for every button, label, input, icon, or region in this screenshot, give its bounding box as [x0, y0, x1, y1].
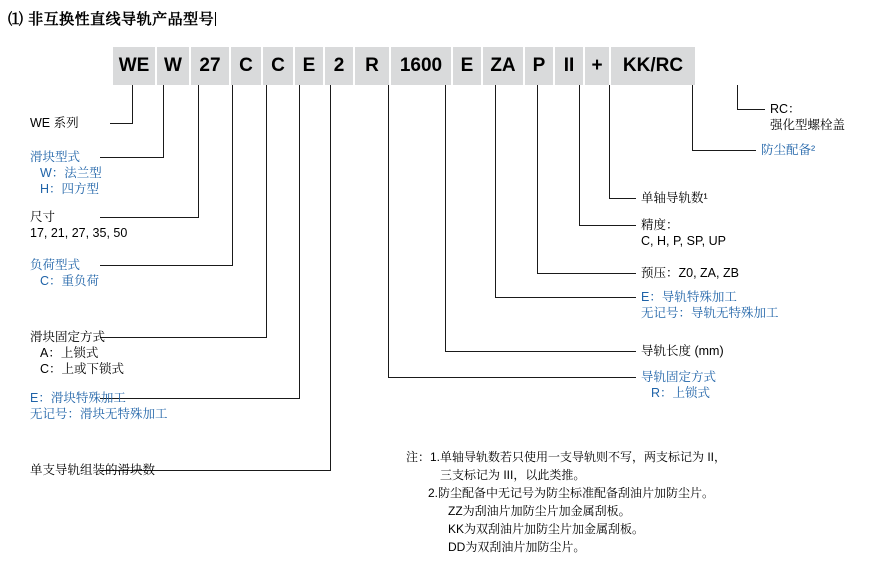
- leader-line-accuracy-v: [579, 85, 580, 225]
- label-accuracy-line-1: C, H, P, SP, UP: [641, 234, 726, 248]
- label-rail-fixing: [641, 369, 716, 401]
- code-cell-10: ZA: [483, 47, 525, 85]
- leader-line-load-h: [100, 265, 233, 266]
- leader-line-rc-v: [737, 85, 738, 109]
- label-accuracy-line-0: 精度：: [641, 218, 679, 232]
- leader-line-preload-h: [537, 273, 636, 274]
- label-slider-type-line-2: H：四方型: [40, 182, 100, 196]
- label-rail-fixing-line-1: R：上锁式: [651, 386, 711, 400]
- leader-line-railfix-v: [388, 85, 389, 377]
- note-line-1: 三支标记为 III，以此类推。: [440, 468, 586, 482]
- leader-line-load-v: [232, 85, 233, 265]
- code-cell-12: II: [555, 47, 585, 85]
- label-size-line-0: 尺寸: [30, 210, 56, 224]
- label-slider-type: [30, 149, 102, 197]
- label-slider-type-line-0: 滑块型式: [30, 150, 81, 164]
- label-load-type: [30, 257, 99, 289]
- code-cell-4: C: [263, 47, 295, 85]
- label-slider-special: [30, 390, 168, 422]
- leader-line-raillength-h: [445, 351, 636, 352]
- note-line-0: 注：1.单轴导轨数若只使用一支导轨则不写，两支标记为 II，: [406, 450, 727, 464]
- label-rail-length: [641, 343, 724, 359]
- notes-block: [406, 448, 726, 556]
- label-size-line-1: 17, 21, 27, 35, 50: [30, 226, 128, 240]
- leader-line-sliderspecial-v: [299, 85, 300, 398]
- label-slider-fixing: [30, 329, 124, 377]
- code-cell-6: 2: [325, 47, 355, 85]
- leader-line-size-v: [198, 85, 199, 217]
- code-cell-7: R: [355, 47, 391, 85]
- leader-line-dust-v: [692, 85, 693, 150]
- code-cell-1: W: [157, 47, 191, 85]
- leader-line-sliderfix-h: [100, 337, 267, 338]
- code-cell-9: E: [453, 47, 483, 85]
- label-rail-count: [641, 190, 708, 206]
- label-size: [30, 209, 127, 241]
- label-slider-fixing-line-0: 滑块固定方式: [30, 330, 106, 344]
- code-cell-3: C: [231, 47, 263, 85]
- text-caret: [215, 12, 216, 26]
- label-load-type-line-1: C：重负荷: [40, 274, 100, 288]
- leader-line-preload-v: [537, 85, 538, 273]
- label-accuracy: [641, 217, 726, 249]
- label-rail-length-line-0: 导轨长度 (mm): [641, 344, 724, 358]
- leader-line-dust-h: [692, 150, 756, 151]
- label-preload-line-0: 预压：Z0, ZA, ZB: [641, 266, 739, 280]
- code-cell-0: WE: [113, 47, 157, 85]
- label-sliders-per-rail: [30, 462, 155, 478]
- leader-line-slider-h: [100, 157, 164, 158]
- leader-line-railspecial-h: [495, 297, 636, 298]
- page-title: ⑴ 非互换性直线导轨产品型号: [8, 11, 215, 28]
- code-cell-11: P: [525, 47, 555, 85]
- label-rail-special-line-1: 无记号：导轨无特殊加工: [641, 306, 779, 320]
- note-line-5: DD为双刮油片加防尘片。: [448, 540, 586, 554]
- label-load-type-line-0: 负荷型式: [30, 258, 81, 272]
- label-rail-fixing-line-0: 导轨固定方式: [641, 370, 717, 384]
- label-rail-count-line-0: 单轴导轨数¹: [641, 191, 708, 205]
- leader-line-railspecial-v: [495, 85, 496, 297]
- leader-line-we-h: [110, 123, 133, 124]
- code-cell-8: 1600: [391, 47, 453, 85]
- code-cell-13: +: [585, 47, 611, 85]
- label-rail-special: [641, 289, 779, 321]
- leader-line-raillength-v: [445, 85, 446, 351]
- leader-line-slider-v: [163, 85, 164, 157]
- code-cell-2: 27: [191, 47, 231, 85]
- label-slider-fixing-line-2: C：上或下锁式: [40, 362, 125, 376]
- note-line-2: 2.防尘配备中无记号为防尘标准配备刮油片加防尘片。: [428, 486, 715, 500]
- code-cell-14: KK/RC: [611, 47, 695, 85]
- label-slider-fixing-line-1: A：上锁式: [40, 346, 99, 360]
- label-rc: [770, 101, 845, 133]
- product-code-row: [113, 47, 695, 85]
- label-rc-line-0: RC：: [770, 102, 801, 116]
- label-slider-special-line-0: E：滑块特殊加工: [30, 391, 126, 405]
- leader-line-railfix-h: [388, 377, 636, 378]
- code-cell-5: E: [295, 47, 325, 85]
- label-dust-proof: [761, 142, 815, 158]
- leader-line-rc-h: [737, 109, 765, 110]
- label-we-series-line-0: WE 系列: [30, 116, 79, 130]
- label-sliders-per-rail-line-0: 单支导轨组装的滑块数: [30, 463, 156, 477]
- label-rail-special-line-0: E：导轨特殊加工: [641, 290, 737, 304]
- label-rc-line-1: 强化型螺栓盖: [770, 118, 846, 132]
- leader-line-railcount-h: [609, 198, 636, 199]
- leader-line-slidercount-v: [330, 85, 331, 470]
- note-line-4: KK为双刮油片加防尘片加金属刮板。: [448, 522, 645, 536]
- note-line-3: ZZ为刮油片加防尘片加金属刮板。: [448, 504, 631, 518]
- label-preload: [641, 265, 739, 281]
- leader-line-railcount-v: [609, 85, 610, 198]
- leader-line-we-v: [132, 85, 133, 123]
- label-slider-special-line-1: 无记号：滑块无特殊加工: [30, 407, 168, 421]
- label-slider-type-line-1: W：法兰型: [40, 166, 102, 180]
- label-we-series: [30, 115, 79, 131]
- leader-line-accuracy-h: [579, 225, 636, 226]
- label-dust-proof-line-0: 防尘配备²: [761, 143, 816, 157]
- leader-line-sliderfix-v: [266, 85, 267, 337]
